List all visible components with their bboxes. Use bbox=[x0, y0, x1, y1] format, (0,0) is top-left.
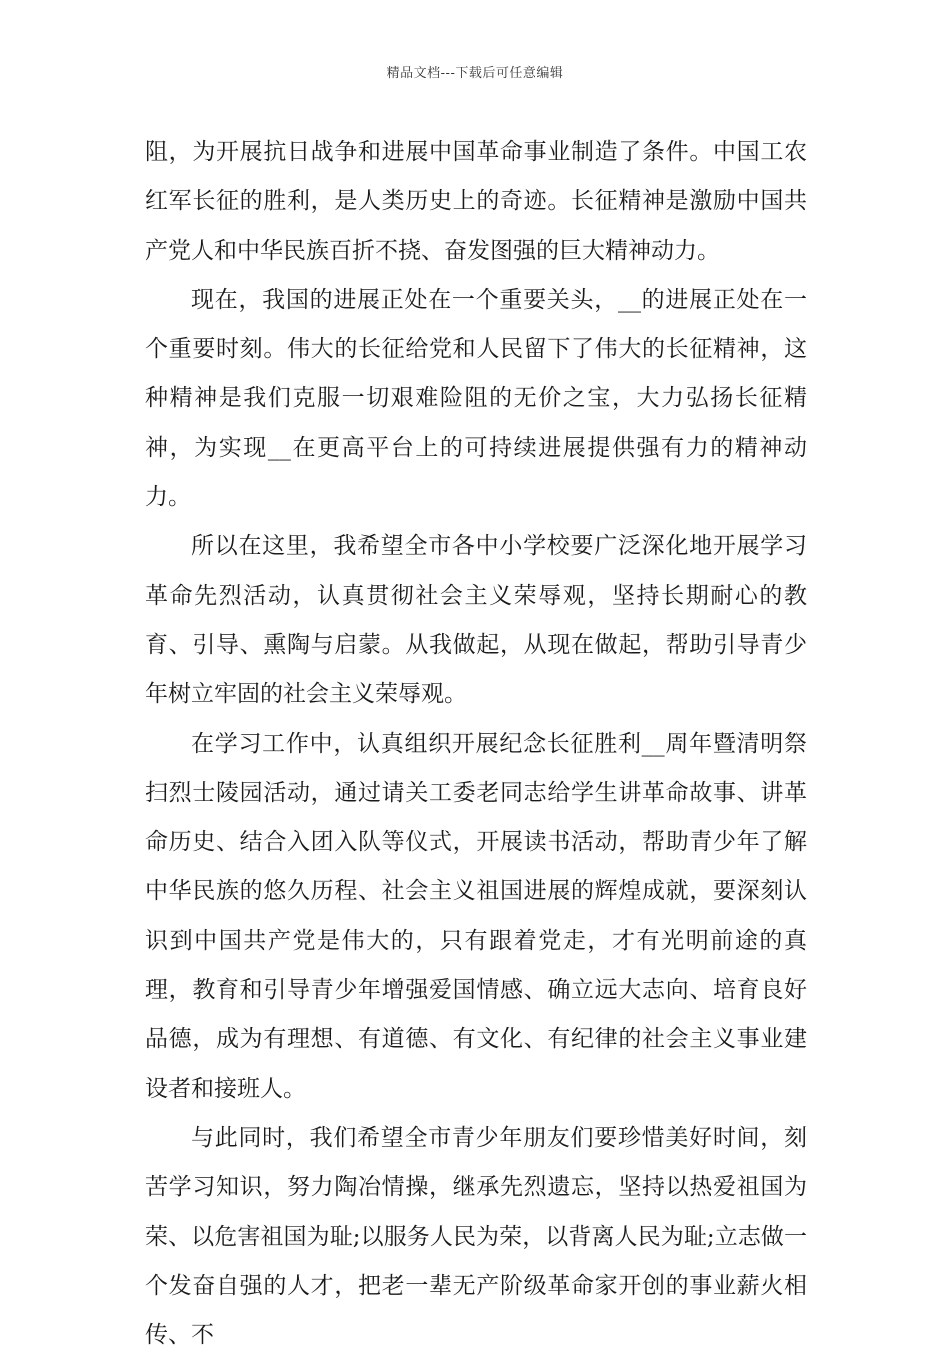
paragraph-3: 所以在这里，我希望全市各中小学校要广泛深化地开展学习革命先烈活动，认真贯彻社会主义荣辱观，坚持长期耐心的教育、引导、熏陶与启蒙。从我做起，从现在做起，帮助引导青少年树立牢固的社会主义荣辱观。 bbox=[145, 533, 807, 708]
paragraph-4: 在学习工作中，认真组织开展纪念长征胜利__周年暨清明祭扫烈士陵园活动，通过请关工委老同志给学生讲革命故事、讲革命历史、结合入团入队等仪式，开展读书活动，帮助青少年了解中华民族的悠久历程、社会主义祖国进展的辉煌成就，要深刻认识到中国共产党是伟大的，只有跟着党走，才有光明前途的真理，教育和引导青少年增强爱国情感、确立远大志向、培育良好品德，成为有理想、有道德、有文化、有纪律的社会主义事业建设者和接班人。 bbox=[145, 730, 807, 1102]
document-body bbox=[145, 128, 807, 1360]
page-header: 精品文档---下载后可任意编辑 bbox=[386, 66, 564, 81]
paragraph-5: 与此同时，我们希望全市青少年朋友们要珍惜美好时间，刻苦学习知识，努力陶冶情操，继承先烈遗忘，坚持以热爱祖国为荣、以危害祖国为耻;以服务人民为荣，以背离人民为耻;立志做一个发奋自强的人才，把老一辈无产阶级革命家开创的事业薪火相传、不 bbox=[145, 1124, 807, 1349]
paragraph-1: 阻，为开展抗日战争和进展中国革命事业制造了条件。中国工农红军长征的胜利，是人类历史上的奇迹。长征精神是激励中国共产党人和中华民族百折不挠、奋发图强的巨大精神动力。 bbox=[145, 139, 807, 264]
paragraph-2: 现在，我国的进展正处在一个重要关头，__的进展正处在一个重要时刻。伟大的长征给党和人民留下了伟大的长征精神，这种精神是我们克服一切艰难险阻的无价之宝，大力弘扬长征精神，为实现__在更高平台上的可持续进展提供强有力的精神动力。 bbox=[145, 286, 807, 511]
